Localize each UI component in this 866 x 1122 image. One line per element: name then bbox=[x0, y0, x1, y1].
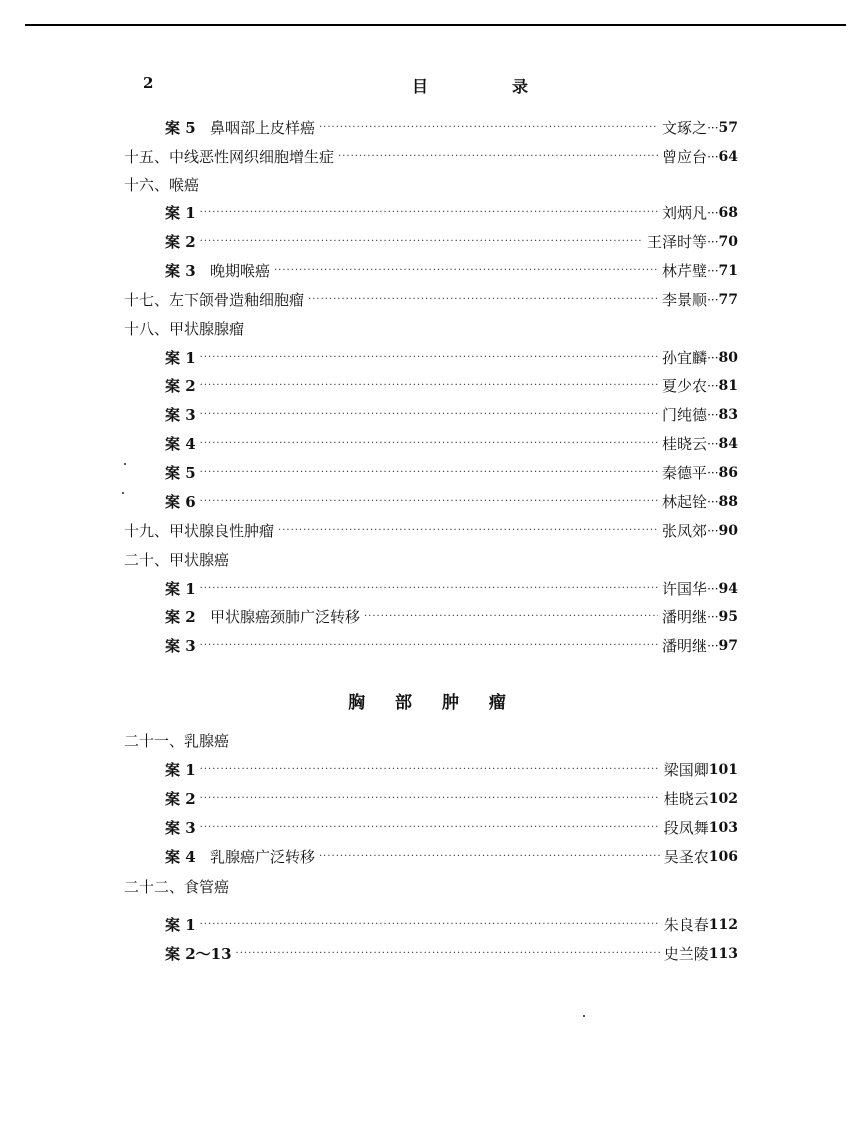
entry-page: 112 bbox=[708, 917, 738, 933]
section-number: 二十、 bbox=[124, 551, 170, 569]
case-label: 案 2 bbox=[165, 377, 196, 395]
entry-author: 潘明继 bbox=[662, 637, 708, 655]
entry-page: 83 bbox=[718, 407, 738, 423]
toc-entry[interactable] bbox=[124, 288, 738, 312]
entry-page: 101 bbox=[708, 762, 738, 778]
case-label: 案 2～13 bbox=[165, 945, 232, 963]
section-number: 十五、 bbox=[124, 148, 170, 166]
toc-entry[interactable] bbox=[165, 432, 738, 456]
leader-dots bbox=[338, 145, 658, 169]
page-separator: ··· bbox=[707, 582, 719, 596]
toc-entry[interactable] bbox=[165, 116, 738, 140]
case-label: 案 2 bbox=[165, 790, 196, 808]
entry-author: 刘炳凡 bbox=[662, 204, 708, 222]
toc-entry[interactable] bbox=[165, 816, 738, 840]
entry-author: 桂晓云 bbox=[663, 790, 709, 808]
toc-entry[interactable] bbox=[165, 461, 738, 485]
entry-author: 张凤郊 bbox=[662, 522, 708, 540]
entry-author: 李景顺 bbox=[662, 291, 708, 309]
page-number: 2 bbox=[143, 74, 154, 92]
page-separator: ··· bbox=[707, 437, 719, 451]
leader-dots bbox=[308, 288, 658, 312]
leader-dots bbox=[319, 116, 658, 140]
toc-entry[interactable] bbox=[165, 634, 738, 658]
leader-dots bbox=[200, 201, 658, 225]
entry-author: 孙宜麟 bbox=[662, 349, 708, 367]
toc-entry[interactable] bbox=[165, 403, 738, 427]
entry-page: 94 bbox=[718, 581, 738, 597]
page-separator: ··· bbox=[707, 121, 719, 135]
toc-entry[interactable] bbox=[165, 577, 738, 601]
entry-page: 113 bbox=[708, 946, 738, 962]
case-label: 案 3 bbox=[165, 262, 196, 280]
entry-page: 57 bbox=[718, 120, 738, 136]
page-separator: ··· bbox=[707, 610, 719, 624]
toc-heading[interactable] bbox=[124, 729, 229, 753]
entry-author: 朱良春 bbox=[663, 916, 709, 934]
entry-page: 90 bbox=[718, 523, 738, 539]
case-label: 案 5 bbox=[165, 464, 196, 482]
section-number: 十六、 bbox=[124, 176, 170, 194]
page-separator: ··· bbox=[707, 408, 719, 422]
page-separator: ··· bbox=[707, 293, 719, 307]
toc-entry[interactable] bbox=[165, 374, 738, 398]
entry-page: 86 bbox=[718, 465, 738, 481]
page-separator: ··· bbox=[707, 466, 719, 480]
entry-title: 甲状腺癌颈肺广泛转移 bbox=[209, 608, 360, 626]
entry-title: 乳腺癌广泛转移 bbox=[209, 848, 315, 866]
leader-dots bbox=[200, 634, 658, 658]
entry-author: 王泽时等 bbox=[647, 233, 708, 251]
leader-dots bbox=[200, 816, 660, 840]
case-label: 案 1 bbox=[165, 204, 196, 222]
leader-dots bbox=[200, 374, 658, 398]
page-title: 目 录 bbox=[412, 77, 563, 96]
leader-dots bbox=[200, 432, 658, 456]
toc-entry[interactable] bbox=[165, 787, 738, 811]
entry-page: 103 bbox=[708, 820, 738, 836]
leader-dots bbox=[236, 942, 660, 966]
leader-dots bbox=[200, 346, 658, 370]
page-separator: ··· bbox=[707, 351, 719, 365]
page-separator: ··· bbox=[707, 235, 719, 249]
page-separator: ··· bbox=[707, 150, 719, 164]
entry-page: 102 bbox=[708, 791, 738, 807]
entry-page: 81 bbox=[718, 378, 738, 394]
toc-entry[interactable] bbox=[165, 605, 738, 629]
page-separator: ··· bbox=[707, 495, 719, 509]
toc-entry[interactable] bbox=[165, 758, 738, 782]
entry-author: 史兰陵 bbox=[663, 945, 709, 963]
section-number: 二十一、 bbox=[124, 732, 185, 750]
entry-author: 桂晓云 bbox=[662, 435, 708, 453]
entry-title: 喉癌 bbox=[169, 176, 200, 194]
case-label: 案 4 bbox=[165, 848, 196, 866]
leader-dots bbox=[200, 758, 660, 782]
entry-page: 106 bbox=[708, 849, 738, 865]
case-label: 案 1 bbox=[165, 761, 196, 779]
toc-entry[interactable] bbox=[165, 346, 738, 370]
entry-title: 甲状腺癌 bbox=[169, 551, 230, 569]
entry-page: 97 bbox=[718, 638, 738, 654]
entry-author: 段凤舞 bbox=[663, 819, 709, 837]
section-number: 二十二、 bbox=[124, 878, 185, 896]
entry-title: 晚期喉癌 bbox=[209, 262, 270, 280]
leader-dots bbox=[319, 845, 660, 869]
case-label: 案 6 bbox=[165, 493, 196, 511]
entry-author: 曾应台 bbox=[662, 148, 708, 166]
toc-entry[interactable] bbox=[165, 230, 738, 254]
toc-heading[interactable] bbox=[124, 317, 244, 341]
case-label: 案 1 bbox=[165, 580, 196, 598]
entry-author: 夏少农 bbox=[662, 377, 708, 395]
scan-speck bbox=[583, 1015, 585, 1017]
case-label: 案 3 bbox=[165, 819, 196, 837]
entry-author: 门纯德 bbox=[662, 406, 708, 424]
entry-title: 左下颌骨造釉细胞瘤 bbox=[169, 291, 305, 309]
page-separator: ··· bbox=[707, 524, 719, 538]
entry-author: 林芹璧 bbox=[662, 262, 708, 280]
toc-entry[interactable] bbox=[165, 913, 738, 937]
entry-page: 68 bbox=[718, 205, 738, 221]
case-label: 案 5 bbox=[165, 119, 196, 137]
entry-page: 77 bbox=[718, 292, 738, 308]
scan-speck bbox=[122, 492, 124, 494]
scan-speck bbox=[124, 463, 126, 465]
entry-author: 吴圣农 bbox=[663, 848, 709, 866]
entry-page: 95 bbox=[718, 609, 738, 625]
section-number: 十九、 bbox=[124, 522, 170, 540]
case-label: 案 1 bbox=[165, 349, 196, 367]
case-label: 案 1 bbox=[165, 916, 196, 934]
page-separator: ··· bbox=[707, 639, 719, 653]
leader-dots bbox=[200, 913, 660, 937]
entry-author: 梁国卿 bbox=[663, 761, 709, 779]
toc-entry[interactable] bbox=[165, 845, 738, 869]
section-number: 十七、 bbox=[124, 291, 170, 309]
entry-page: 71 bbox=[718, 263, 738, 279]
leader-dots bbox=[200, 230, 643, 254]
toc-heading[interactable] bbox=[124, 548, 229, 572]
entry-page: 88 bbox=[718, 494, 738, 510]
entry-author: 林起铨 bbox=[662, 493, 708, 511]
entry-title: 鼻咽部上皮样癌 bbox=[209, 119, 315, 137]
leader-dots bbox=[200, 787, 660, 811]
toc-entry[interactable] bbox=[165, 942, 738, 966]
section-number: 十八、 bbox=[124, 320, 170, 338]
leader-dots bbox=[274, 259, 658, 283]
leader-dots bbox=[364, 605, 658, 629]
case-label: 案 2 bbox=[165, 233, 196, 251]
leader-dots bbox=[278, 519, 658, 543]
toc-entry[interactable] bbox=[165, 201, 738, 225]
entry-page: 84 bbox=[718, 436, 738, 452]
leader-dots bbox=[200, 490, 658, 514]
toc-entry[interactable] bbox=[124, 145, 738, 169]
leader-dots bbox=[200, 403, 658, 427]
toc-entry[interactable] bbox=[165, 490, 738, 514]
case-label: 案 4 bbox=[165, 435, 196, 453]
entry-title: 甲状腺良性肿瘤 bbox=[169, 522, 275, 540]
page-separator: ··· bbox=[707, 206, 719, 220]
entry-author: 文琢之 bbox=[662, 119, 708, 137]
leader-dots bbox=[200, 577, 658, 601]
entry-page: 64 bbox=[718, 149, 738, 165]
case-label: 案 3 bbox=[165, 406, 196, 424]
toc-entry[interactable] bbox=[165, 259, 738, 283]
entry-page: 80 bbox=[718, 350, 738, 366]
case-label: 案 2 bbox=[165, 608, 196, 626]
leader-dots bbox=[200, 461, 658, 485]
entry-title: 甲状腺腺瘤 bbox=[169, 320, 245, 338]
entry-author: 秦德平 bbox=[662, 464, 708, 482]
case-label: 案 3 bbox=[165, 637, 196, 655]
toc-heading[interactable] bbox=[124, 173, 199, 197]
entry-author: 许国华 bbox=[662, 580, 708, 598]
toc-entry[interactable] bbox=[124, 519, 738, 543]
page-separator: ··· bbox=[707, 379, 719, 393]
entry-page: 70 bbox=[718, 234, 738, 250]
page-separator: ··· bbox=[707, 264, 719, 278]
top-rule bbox=[25, 24, 846, 26]
entry-title: 乳腺癌 bbox=[184, 732, 230, 750]
section-heading: 胸 部 肿 瘤 bbox=[348, 693, 518, 713]
entry-author: 潘明继 bbox=[662, 608, 708, 626]
entry-title: 食管癌 bbox=[184, 878, 230, 896]
toc-heading[interactable] bbox=[124, 875, 229, 899]
entry-title: 中线恶性网织细胞增生症 bbox=[169, 148, 335, 166]
